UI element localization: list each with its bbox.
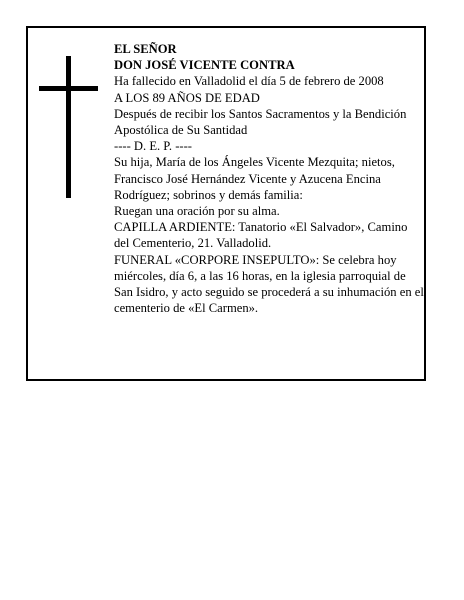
age-line: A LOS 89 AÑOS DE EDAD: [114, 90, 260, 105]
title-line-1: EL SEÑOR: [114, 42, 177, 56]
death-announcement: Ha fallecido en Valladolid el día 5 de febrero de 2008: [114, 74, 384, 89]
family-paragraph: Su hija, María de los Ángeles Vicente Mezquita; nietos, Francisco José Hernández Vicente y Azucena Encina Rodríguez; sobrinos y demás familia:: [114, 155, 395, 202]
cross-horizontal-bar: [39, 86, 98, 91]
sacraments-line: Después de recibir los Santos Sacramentos y la Bendición Apostólica de Su Santidad: [114, 106, 407, 138]
obituary-notice: [26, 26, 426, 381]
funeral-paragraph: FUNERAL «CORPORE INSEPULTO»: Se celebra hoy miércoles, día 6, a las 16 horas, en la iglesia parroquial de San Isidro, y acto seguido se procederá a su inhumación en el cementerio de «El Carmen».: [114, 252, 424, 316]
cross-vertical-bar: [66, 56, 71, 198]
title-line-2: DON JOSÉ VICENTE CONTRA: [114, 58, 295, 73]
prayer-request: Ruegan una oración por su alma.: [114, 204, 280, 219]
rip-line: ---- D. E. P. ----: [114, 139, 192, 154]
chapel-paragraph: CAPILLA ARDIENTE: Tanatorio «El Salvador», Camino del Cementerio, 21. Valladolid.: [114, 220, 408, 251]
notice-text: [114, 41, 424, 316]
